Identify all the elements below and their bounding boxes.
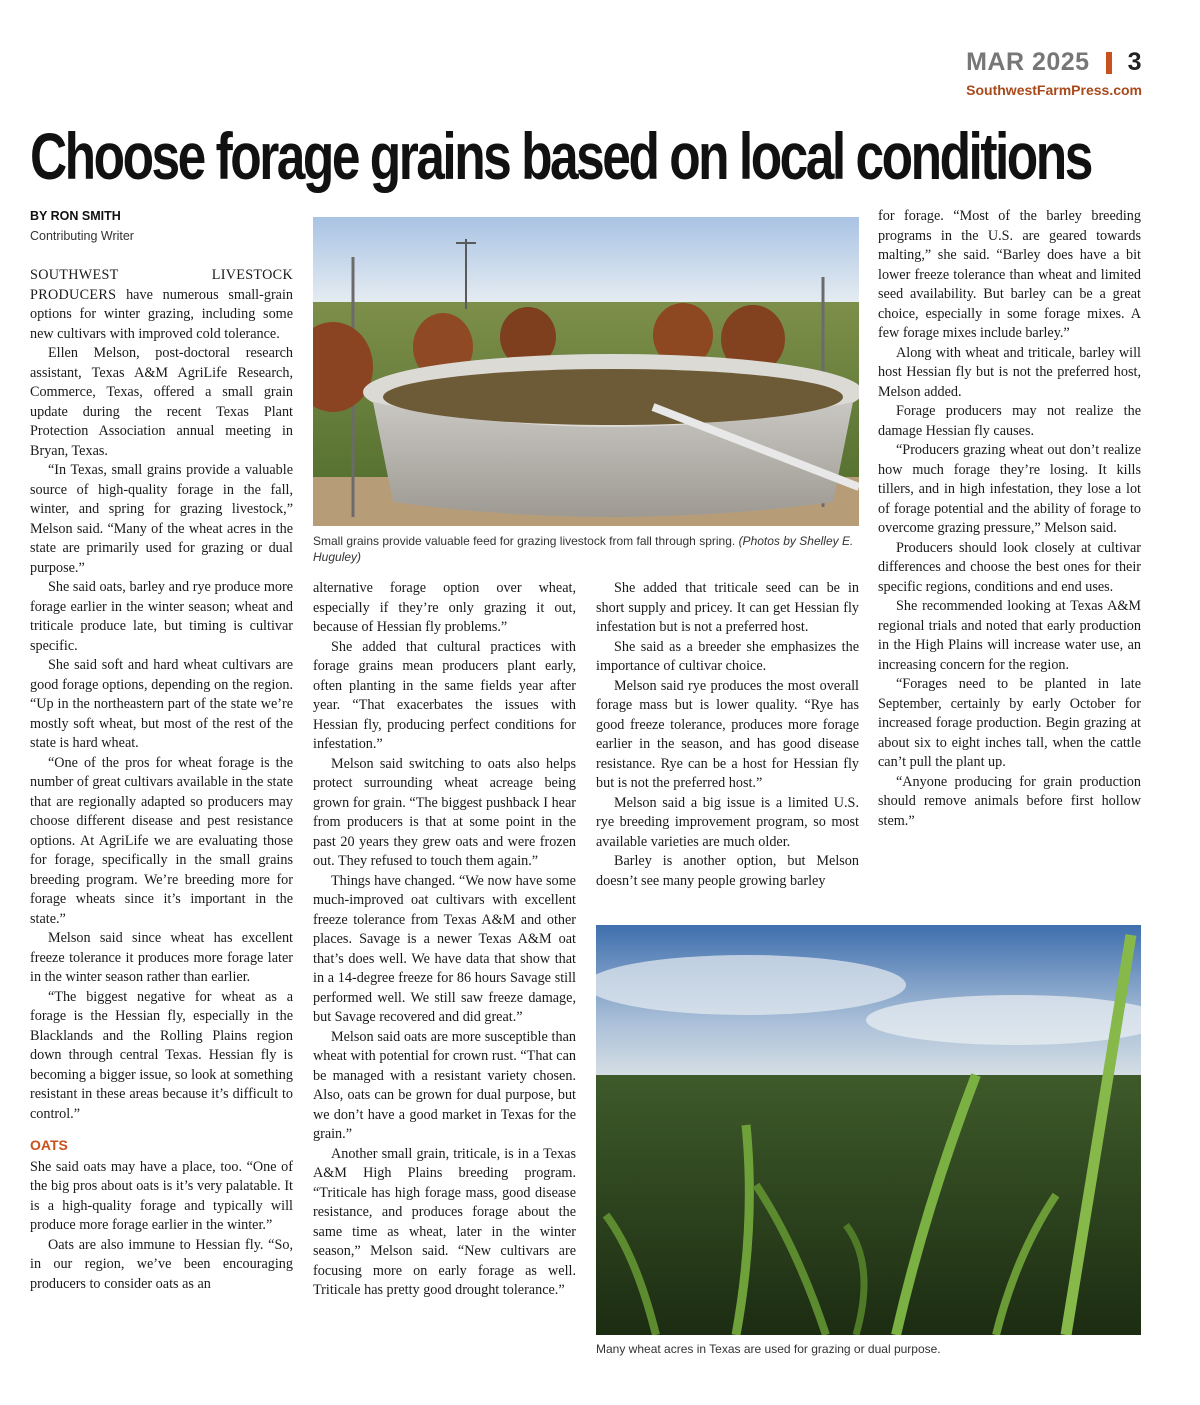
paragraph: alternative forage option over wheat, especially if they’re only grazing it out, because of Hessian fly problems.” <box>313 580 576 635</box>
paragraph: Producers should look closely at cultivar differences and choose the best ones for their specific regions, conditions and end uses. <box>878 539 1141 595</box>
paragraph: Melson said oats are more susceptible than wheat with potential for crown rust. “That can be managed with a resistant variety chosen. Also, oats can be grown for dual purpose, but we don’t have a good market in Texas for the grain.” <box>313 1028 576 1142</box>
paragraph: Things have changed. “We now have some much-improved oat cultivars with excellent freeze tolerance from Texas A&M and other places. Savage is a newer Texas A&M oat that’s does well. We have data that show that in a 14-degree freeze for 86 hours Savage still performed well. We still saw freeze damage, but Savage recovered and did great.” <box>313 872 576 1025</box>
paragraph: “Anyone producing for grain production should remove animals before first hollow stem.” <box>878 773 1141 829</box>
paragraph: She said soft and hard wheat cultivars are good forage options, depending on the region. “Up in the northeastern part of the state we’re mostly soft wheat, but most of the rest of the state is hard wheat. <box>30 657 293 751</box>
paragraph: She said as a breeder she emphasizes the importance of cultivar choice. <box>596 638 859 674</box>
paragraph: for forage. “Most of the barley breeding programs in the U.S. are geared towards malting,” she said. “Barley does have a bit lower freeze tolerance than wheat and limited seed availability. But barley can be a great choice, especially in some forage mixes. A few forage mixes include barley.” <box>878 208 1141 341</box>
cattle-photo-illustration <box>313 217 859 526</box>
paragraph: “In Texas, small grains provide a valuable source of high-quality forage in the fall, winter, and spring for grazing livestock,” Melson said. “Many of the wheat acres in the state are primarily used for grazing or dual purpose.” <box>30 462 293 576</box>
wheat-photo-illustration <box>596 925 1141 1335</box>
article-headline: Choose forage grains based on local conditions <box>30 119 1091 193</box>
paragraph: Melson said since wheat has excellent freeze tolerance it produces more forage later in the winter season rather than earlier. <box>30 930 293 985</box>
column-3 <box>596 579 859 891</box>
paragraph: She added that cultural practices with forage grains mean producers plant early, often planting in the same fields year after year. “That exacerbates the issues with Hessian fly, producing perfect conditions for infestation.” <box>313 638 576 752</box>
paragraph: She added that triticale seed can be in short supply and pricey. It can get Hessian fly infestation but is not a preferred host. <box>596 580 859 635</box>
paragraph: Melson said a big issue is a limited U.S. rye breeding improvement program, so most available varieties are much older. <box>596 794 859 850</box>
issue-date-bar <box>966 48 1142 77</box>
issue-date: MAR 2025 <box>966 48 1090 76</box>
cattle-photo <box>313 217 859 526</box>
paragraph: She said oats, barley and rye produce more forage earlier in the winter season; wheat and triticale produce late, but timing is cultivar specific. <box>30 579 293 654</box>
site-link[interactable]: SouthwestFarmPress.com <box>966 82 1142 98</box>
column-1 <box>30 266 293 1294</box>
photo-credit: (Photos by Shelley E. Huguley) <box>313 534 854 564</box>
paragraph: Melson said switching to oats also helps protect surrounding wheat acreage being grown for grain. “The biggest pushback I hear from producers is that at some point in the past 20 years they grew oats and were frozen out. They refused to touch them again.” <box>313 755 576 869</box>
paragraph: Barley is another option, but Melson doesn’t see many people growing barley <box>596 853 859 889</box>
paragraph: Along with wheat and triticale, barley will host Hessian fly but is not the preferred host, Melson added. <box>878 344 1141 400</box>
author-role: Contributing Writer <box>30 229 134 243</box>
lead-paragraph: SOUTHWEST LIVESTOCK PRODUCERS have numerous small-grain options for winter grazing, including some new cultivars with improved cold tolerance. <box>30 267 293 342</box>
paragraph: “Forages need to be planted in late September, certainly by early October for increased forage production. Begin grazing at about six to eight inches tall, when the cattle can’t pull the plant up. <box>878 676 1141 770</box>
byline: BY RON SMITH <box>30 209 121 223</box>
column-4 <box>878 207 1141 831</box>
paragraph: “Producers grazing wheat out don’t realize how much forage they’re losing. It kills tillers, and in high infestation, they lose a lot of forage potential and the ability of forage to overcome grazing pressure,” Melson said. <box>878 442 1141 536</box>
paragraph: Melson said rye produces the most overall forage mass but is lower quality. “Rye has good freeze tolerance, produces more forage earlier in the season, and has good disease resistance. Rye can be a host for Hessian fly but is not the preferred host.” <box>596 677 859 791</box>
paragraph: Oats are also immune to Hessian fly. “So, in our region, we’ve been encouraging producers to consider oats as an <box>30 1236 293 1292</box>
paragraph: Forage producers may not realize the damage Hessian fly causes. <box>878 403 1141 439</box>
separator-bar <box>1106 52 1112 74</box>
cattle-photo-caption: Small grains provide valuable feed for grazing livestock from fall through spring. (Photos by Shelley E. Huguley) <box>313 534 854 564</box>
lead-in: SOUTHWEST LIVESTOCK PRODUCERS <box>30 267 293 303</box>
wheat-photo <box>596 925 1141 1335</box>
section-heading-oats: OATS <box>30 1137 68 1153</box>
paragraph: She said oats may have a place, too. “One of the big pros about oats is it’s very palatable. It is a high-quality forage and typically will produce more forage earlier in the winter.” <box>30 1158 293 1233</box>
paragraph: “The biggest negative for wheat as a forage is the Hessian fly, especially in the Blacklands and the Rolling Plains region down through central Texas. Hessian fly is becoming a bigger issue, so look at something resistant in these areas because it’s difficult to control.” <box>30 988 293 1122</box>
paragraph: Another small grain, triticale, is in a Texas A&M High Plains breeding program. “Triticale has high forage mass, good disease resistance, and produces forage about the same time as wheat, later in the winter season,” Melson said. “New cultivars are focusing more on early forage as well. Triticale has pretty good drought tolerance.” <box>313 1145 576 1298</box>
wheat-photo-caption: Many wheat acres in Texas are used for grazing or dual purpose. <box>596 1342 941 1356</box>
paragraph: Ellen Melson, post-doctoral research assistant, Texas A&M AgriLife Research, Commerce, Texas, offered a small grain update during the recent Texas Plant Protection Association annual meeting in Bryan, Texas. <box>30 345 293 459</box>
paragraph: She recommended looking at Texas A&M regional trials and noted that early production in the High Plains will increase water use, an increasing concern for the region. <box>878 598 1141 673</box>
page-number: 3 <box>1127 48 1142 76</box>
paragraph: “One of the pros for wheat forage is the number of great cultivars available in the state that are regionally adapted so producers may choose different disease and pest resistance options. At AgriLife we are evaluating those for forage, specifically in the small grains breeding program. We’re breeding more for forage wheats since it’s important in the state.” <box>30 754 293 927</box>
column-2 <box>313 579 576 1301</box>
